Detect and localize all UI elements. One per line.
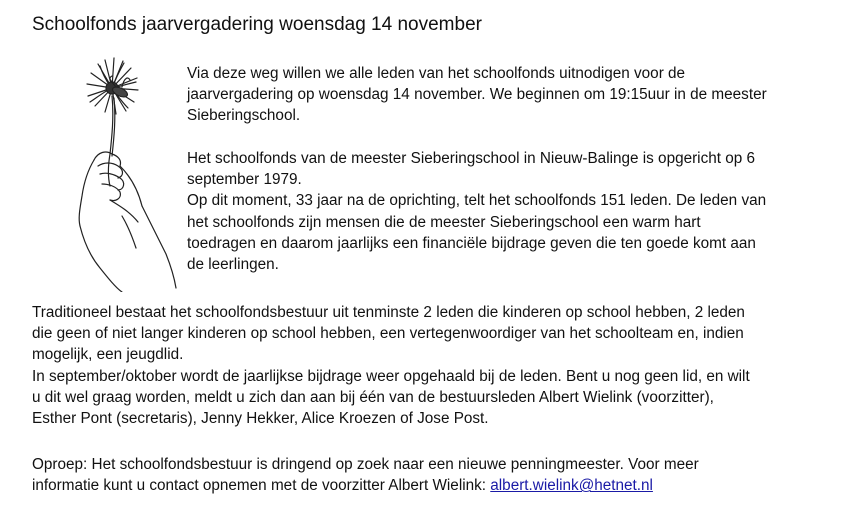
history-line: Het schoolfonds van de meester Sieberingschool in Nieuw-Balinge is opgericht op 6: [187, 150, 756, 167]
history-line: toedragen en daarom jaarlijks een financiële bijdrage geven die ten goede komt aan: [187, 234, 756, 252]
oproep-section: [32, 454, 842, 496]
history-section: [187, 148, 837, 275]
hand-holding-flower-with-bee-icon: [50, 56, 178, 292]
oproep-line: [32, 475, 842, 496]
board-line: Esther Pont (secretaris), Jenny Hekker, Alice Kroezen of Jose Post.: [32, 410, 489, 428]
history-line: de leerlingen.: [187, 256, 279, 274]
intro-line: Via deze weg willen we alle leden van het schoolfonds uitnodigen voor de: [187, 65, 686, 82]
page-title: Schoolfonds jaarvergadering woensdag 14 november: [32, 14, 482, 35]
oproep-text: informatie kunt u contact opnemen met de voorzitter Albert Wielink:: [32, 477, 491, 495]
intro-section: [187, 63, 837, 127]
intro-line: jaarvergadering op woensdag 14 november. We beginnen om 19:15uur in de meester: [187, 86, 767, 104]
email-link[interactable]: albert.wielink@hetnet.nl: [490, 477, 653, 495]
oproep-line: Oproep: Het schoolfondsbestuur is dringend op zoek naar een nieuwe penningmeester. Voor meer: [32, 456, 699, 473]
board-line: u dit wel graag worden, meldt u zich dan aan bij één van de bestuursleden Albert Wielink (voorzitter),: [32, 388, 714, 406]
board-line: In september/oktober wordt de jaarlijkse bijdrage weer opgehaald bij de leden. Bent u nog geen lid, en wilt: [32, 367, 750, 385]
board-line: mogelijk, een jeugdlid.: [32, 346, 184, 364]
history-line: het schoolfonds zijn mensen die de meester Sieberingschool een warm hart: [187, 213, 701, 231]
intro-line: Sieberingschool.: [187, 107, 301, 125]
board-line: Traditioneel bestaat het schoolfondsbestuur uit tenminste 2 leden die kinderen op school hebben, 2 leden: [32, 304, 745, 321]
history-line: september 1979.: [187, 171, 302, 189]
board-line: die geen of niet langer kinderen op school hebben, een vertegenwoordiger van het schoolteam en, indien: [32, 325, 744, 343]
history-line: Op dit moment, 33 jaar na de oprichting, telt het schoolfonds 151 leden. De leden van: [187, 192, 767, 210]
board-section: [32, 302, 842, 429]
